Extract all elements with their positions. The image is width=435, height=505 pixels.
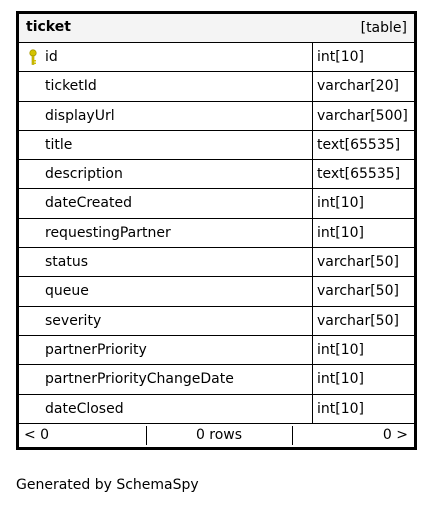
column-name: requestingPartner [45, 224, 171, 241]
column-row [19, 395, 414, 424]
column-name: displayUrl [45, 107, 115, 124]
column-name: partnerPriorityChangeDate [45, 371, 234, 388]
column-type: int[10] [317, 49, 364, 65]
row-count: 0 rows [195, 427, 243, 443]
column-type: varchar[50] [317, 254, 399, 271]
column-name: severity [45, 312, 102, 329]
column-row [19, 219, 414, 248]
column-row [19, 248, 414, 277]
table-footer [19, 424, 414, 447]
column-row [19, 189, 414, 218]
column-row [19, 365, 414, 394]
column-name: queue [45, 283, 89, 300]
column-row [19, 336, 414, 365]
prev-count: < 0 [24, 427, 50, 443]
next-count: 0 > [382, 427, 408, 443]
column-type: int[10] [317, 400, 364, 417]
column-name: description [45, 166, 123, 183]
column-row [19, 277, 414, 306]
column-row [19, 72, 414, 101]
column-type: text[65535] [317, 136, 401, 153]
column-type: text[65535] [317, 166, 401, 183]
column-type: varchar[20] [317, 78, 399, 95]
column-type: int[10] [317, 371, 364, 388]
column-name: id [45, 49, 58, 65]
column-type: int[10] [317, 341, 364, 358]
column-name: partnerPriority [45, 341, 147, 358]
column-type: int[10] [317, 195, 364, 212]
column-row [19, 43, 414, 72]
column-type: varchar[500] [317, 107, 408, 124]
table-header [19, 14, 414, 43]
column-row [19, 131, 414, 160]
column-type: varchar[50] [317, 312, 399, 329]
column-name: dateCreated [45, 195, 132, 212]
key-icon [28, 49, 38, 66]
footer-divider [292, 426, 293, 445]
column-name: ticketId [45, 78, 97, 95]
table-name: ticket [26, 19, 71, 35]
table-type-label: [table] [360, 20, 407, 36]
column-row [19, 307, 414, 336]
column-row [19, 160, 414, 189]
column-type: varchar[50] [317, 283, 399, 300]
column-row [19, 102, 414, 131]
column-name: title [45, 136, 73, 153]
column-list [19, 43, 414, 424]
column-type: int[10] [317, 224, 364, 241]
column-name: dateClosed [45, 400, 124, 417]
column-name: status [45, 254, 89, 271]
table-entity [16, 11, 417, 450]
generated-by-note: Generated by SchemaSpy [16, 477, 199, 493]
